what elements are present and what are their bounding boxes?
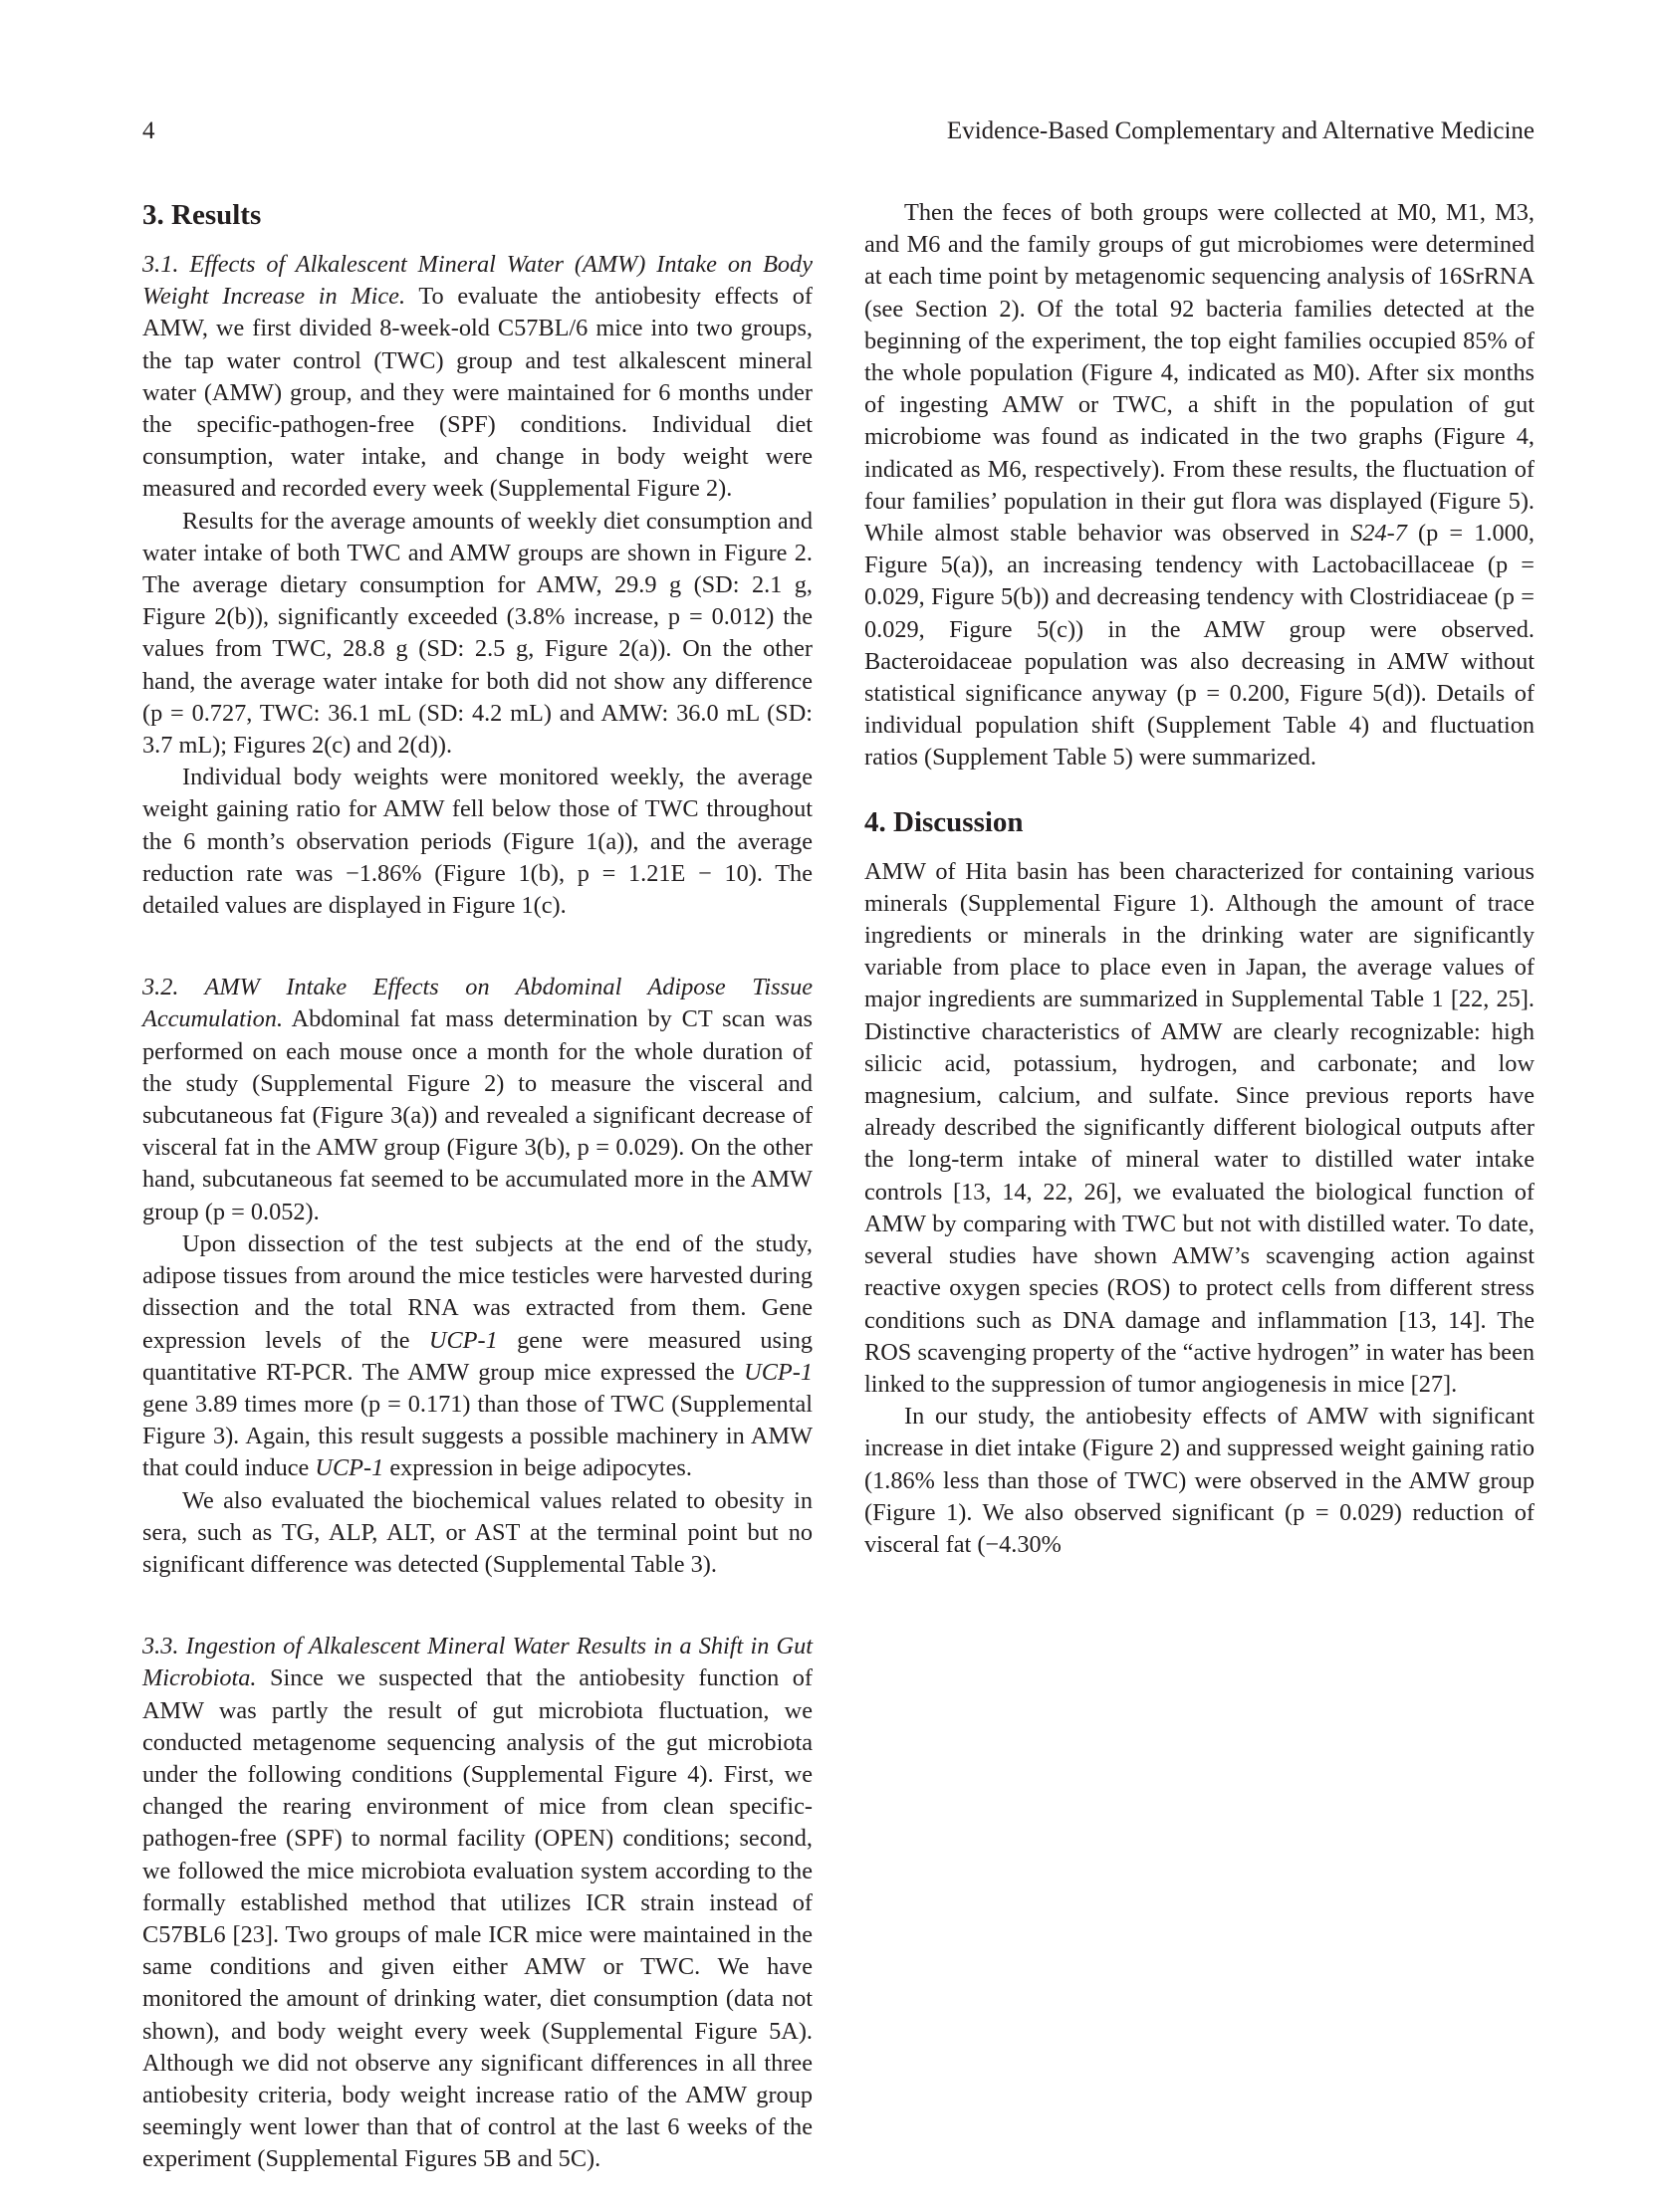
discussion-heading: 4. Discussion (864, 805, 1024, 838)
section-3-2-paragraph-3: We also evaluated the biochemical values related to obesity in sera, such as TG, ALP, ALT, or AST at the terminal point but no significant difference was detected (Supplemental Table 3). (142, 1486, 813, 1578)
section-3-2-text-1: Abdominal fat mass determination by CT scan was performed on each mouse once a month for the whole duration of the study (Supplemental Figure 2) to measure the visceral and subcutaneous fat (Figure 3(a)) and revealed a significant decrease of visceral fat in the AMW group (Figure 3(b), p = 0.029). On the other hand, subcutaneous fat seemed to be accumulated more in the AMW group (p = 0.052). (142, 1005, 813, 1225)
section-3-2-paragraph-2 (142, 1228, 813, 1485)
section-3-3-title: 3.3. Ingestion of Alkalescent Mineral Water Results in a Shift in Gut Microbiota. (142, 1633, 813, 1692)
taxon-name: S24-7 (1350, 520, 1407, 548)
section-3-1 (142, 249, 813, 922)
section-3-3 (142, 1631, 813, 2175)
section-3-2-title: 3.2. AMW Intake Effects on Abdominal Adipose Tissue Accumulation. (142, 974, 813, 1033)
text-run: Upon dissection of the test subjects at the end of the study, adipose tissues from around the mice testicles were harvested during dissection and the total RNA was extracted from them. Gene expression levels of the (142, 1229, 813, 1354)
discussion-paragraph-1: AMW of Hita basin has been characterized for containing various minerals (Supplemental Figure 1). Although the amount of trace ingredients or minerals in the drinking water are significantly variable from place to place even in Japan, the average values of major ingredients are summarized in Supplemental Table 1 [22, 25]. Distinctive characteristics of AMW are clearly recognizable: high silicic acid, potassium, hydrogen, and carbonate; and low magnesium, calcium, and sulfate. Since previous reports have already described the significantly different biological outputs after the long-term intake of mineral water to distilled water intake controls [13, 14, 22, 26], we evaluated the biological function of AMW by comparing with TWC but not with distilled water. To date, several studies have shown AMW’s scavenging action against reactive oxygen species (ROS) to protect cells from different stress conditions such as DNA damage and inflammation [13, 14]. The ROS scavenging property of the “active hydrogen” in water has been linked to the suppression of tumor angiogenesis in mice [27]. (864, 857, 1535, 1398)
page-number: 4 (142, 117, 155, 144)
gene-name: UCP-1 (744, 1358, 813, 1386)
gene-name: UCP-1 (315, 1454, 384, 1482)
text-run: (p = 1.000, Figure 5(a)), an increasing tendency with Lactobacillaceae (p = 0.029, Figure 5(b)) and decreasing tendency with Clostridiaceae (p = 0.029, Figure 5(c)) in the AMW group were observed. Bacteroidaceae population was also decreasing in AMW without statistical significance anyway (p = 0.200, Figure 5(d)). Details of individual population shift (Supplement Table 4) and fluctuation ratios (Supplement Table 5) were summarized. (864, 520, 1535, 772)
text-run: gene were measured using quantitative RT-PCR. The AMW group mice expressed the (142, 1326, 813, 1386)
text-run: Then the feces of both groups were collected at M0, M1, M3, and M6 and the family groups of gut microbiomes were determined at each time point by metagenomic sequencing analysis of 16SrRNA (see Section 2). Of the total 92 bacteria families detected at the beginning of the experiment, the top eight families occupied 85% of the whole population (Figure 4, indicated as M0). After six months of ingesting AMW or TWC, a shift in the population of gut microbiome was found as indicated in the two graphs (Figure 4, indicated as M6, respectively). From these results, the fluctuation of four families’ population in their gut flora was displayed (Figure 5). While almost stable behavior was observed in (864, 199, 1535, 548)
section-3-1-title: 3.1. Effects of Alkalescent Mineral Water (AMW) Intake on Body Weight Increase in Mice. (142, 251, 813, 311)
page-header (142, 117, 1535, 157)
results-heading: 3. Results (142, 199, 262, 231)
section-3-1-paragraph-2: Results for the average amounts of weekly diet consumption and water intake of both TWC and AMW groups are shown in Figure 2. The average dietary consumption for AMW, 29.9 g (SD: 2.1 g, Figure 2(b)), significantly exceeded (3.8% increase, p = 0.012) the values from TWC, 28.8 g (SD: 2.5 g, Figure 2(a)). On the other hand, the average water intake for both did not show any difference (p = 0.727, TWC: 36.1 mL (SD: 4.2 mL) and AMW: 36.0 mL (SD: 3.7 mL); Figures 2(c) and 2(d)). (142, 507, 813, 760)
section-3-1-paragraph-3: Individual body weights were monitored weekly, the average weight gaining ratio for AMW fell below those of TWC throughout the 6 month’s observation periods (Figure 1(a)), and the average reduction rate was −1.86% (Figure 1(b), p = 1.21E − 10). The detailed values are displayed in Figure 1(c). (142, 764, 813, 920)
section-3-1-text-1: To evaluate the antiobesity effects of AMW, we first divided 8-week-old C57BL/6 mice into two groups, the tap water control (TWC) group and test alkalescent mineral water (AMW) group, and they were maintained for 6 months under the specific-pathogen-free (SPF) conditions. Individual diet consumption, water intake, and change in body weight were measured and recorded every week (Supplemental Figure 2). (142, 283, 813, 503)
left-column (142, 197, 813, 2176)
discussion-paragraph-2: In our study, the antiobesity effects of AMW with significant increase in diet intake (Figure 2) and suppressed weight gaining ratio (1.86% less than those of TWC) were observed in the AMW group (Figure 1). We also observed significant (p = 0.029) reduction of visceral fat (−4.30% (864, 1403, 1535, 1558)
section-3-1-paragraph-1 (142, 249, 813, 506)
journal-name: Evidence-Based Complementary and Alternative Medicine (946, 117, 1535, 144)
section-3-2 (142, 972, 813, 1581)
right-column (864, 197, 1535, 1561)
text-run: gene 3.89 times more (p = 0.171) than those of TWC (Supplemental Figure 3). Again, this result suggests a possible machinery in AMW that could induce (142, 1390, 813, 1482)
section-3-2-paragraph-1 (142, 972, 813, 1228)
section-3-3-text-1: Since we suspected that the antiobesity function of AMW was partly the result of gut microbiota fluctuation, we conducted metagenome sequencing analysis of the gut microbiota under the following conditions (Supplemental Figure 4). First, we changed the rearing environment of mice from clean specific-pathogen-free (SPF) to normal facility (OPEN) conditions; second, we followed the mice microbiota evaluation system according to the formally established method that utilizes ICR strain instead of C57BL6 [23]. Two groups of male ICR mice were maintained in the same conditions and given either AMW or TWC. We have monitored the amount of drinking water, diet consumption (data not shown), and body weight every week (Supplemental Figure 5A). Although we did not observe any significant differences in all three antiobesity criteria, body weight increase ratio of the AMW group seemingly went lower than that of control at the last 6 weeks of the experiment (Supplemental Figures 5B and 5C). (142, 1664, 814, 2173)
section-3-3-paragraph-2 (864, 197, 1535, 774)
text-run: expression in beige adipocytes. (383, 1454, 692, 1482)
gene-name: UCP-1 (428, 1326, 498, 1354)
section-3-3-paragraph-1 (142, 1631, 813, 2175)
